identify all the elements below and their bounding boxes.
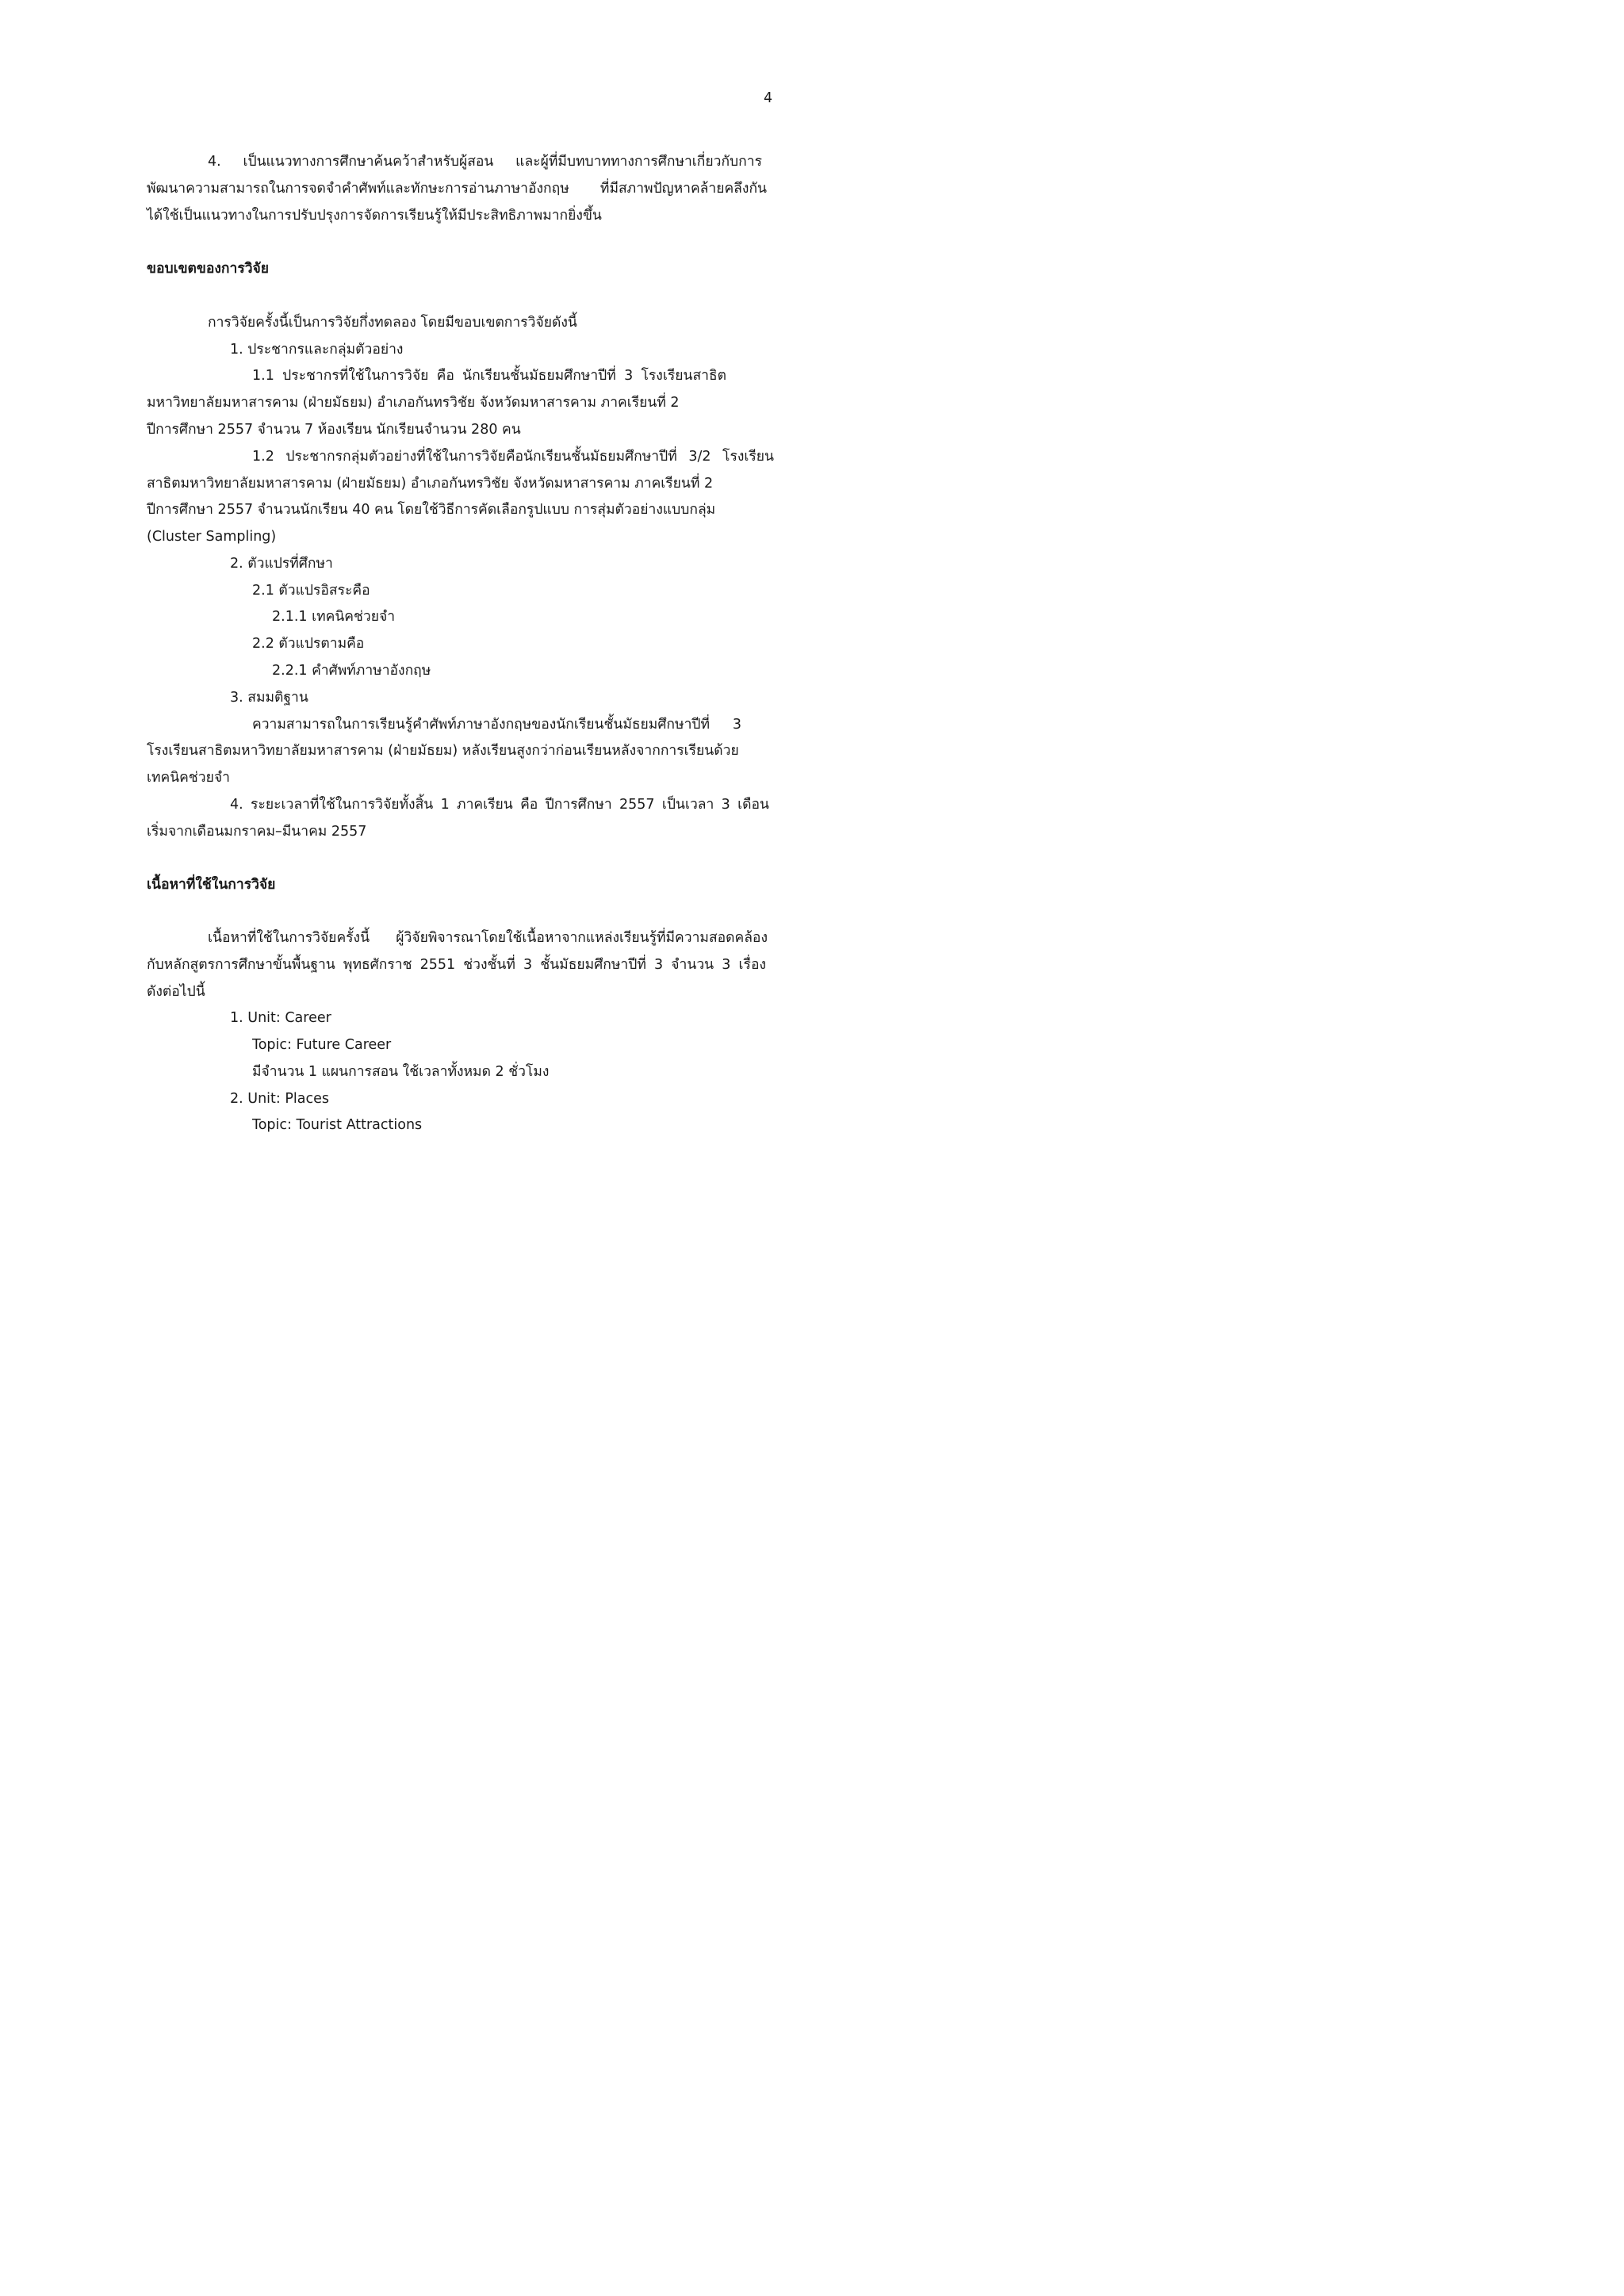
scope-heading: ขอบเขตของการวิจัย	[147, 261, 270, 277]
scope-item-1-1-line-2: มหาวิทยาลัยมหาสารคาม (ฝ่ายมัธยม) อำเภอกันทรวิชัย จังหวัดมหาสารคาม ภาคเรียนที่ 2	[147, 395, 680, 411]
scope-item-4-line-1: 4. ระยะเวลาที่ใช้ในการวิจัยทั้งสิ้น 1 ภาคเรียน คือ ปีการศึกษา 2557 เป็นเวลา 3 เดือน	[230, 797, 769, 813]
content-lead-line-3: ดังต่อไปนี้	[147, 984, 205, 1000]
scope-item-1-2-line-4: (Cluster Sampling)	[147, 529, 277, 545]
unit-2-topic: Topic: Tourist Attractions	[252, 1117, 423, 1133]
content-lead-line-2: กับหลักสูตรการศึกษาขั้นพื้นฐาน พุทธศักราช 2551 ช่วงชั้นที่ 3 ชั้นมัธยมศึกษาปีที่ 3 จำนวน 3 เรื่อง	[147, 957, 766, 973]
scope-item-1-2-line-1: 1.2 ประชากรกลุ่มตัวอย่างที่ใช้ในการวิจัยคือนักเรียนชั้นมัธยมศึกษาปีที่ 3/2 โรงเรียน	[252, 449, 774, 465]
unit-1-topic: Topic: Future Career	[252, 1037, 392, 1053]
scope-item-2: 2. ตัวแปรที่ศึกษา	[230, 556, 333, 572]
scope-item-3-line-3: เทคนิคช่วยจำ	[147, 770, 230, 786]
scope-item-1-2-line-3: ปีการศึกษา 2557 จำนวนนักเรียน 40 คน โดยใช้วิธีการคัดเลือกรูปแบบ การสุ่มตัวอย่างแบบกลุ่ม	[147, 502, 716, 518]
scope-item-4-line-2: เริ่มจากเดือนมกราคม–มีนาคม 2557	[147, 824, 367, 840]
scope-item-2-2-1: 2.2.1 คำศัพท์ภาษาอังกฤษ	[272, 663, 431, 679]
unit-2-title: 2. Unit: Places	[230, 1091, 329, 1107]
scope-item-2-2: 2.2 ตัวแปรตามคือ	[252, 636, 365, 652]
scope-item-1-1-line-3: ปีการศึกษา 2557 จำนวน 7 ห้องเรียน นักเรียนจำนวน 280 คน	[147, 422, 521, 438]
intro-line-3: ได้ใช้เป็นแนวทางในการปรับปรุงการจัดการเรียนรู้ให้มีประสิทธิภาพมากยิ่งขึ้น	[147, 208, 602, 224]
intro-line-2: พัฒนาความสามารถในการจดจำคำศัพท์และทักษะการอ่านภาษาอังกฤษ ที่มีสภาพปัญหาคล้ายคลึงกัน	[147, 181, 767, 197]
scope-item-1-2-line-2: สาธิตมหาวิทยาลัยมหาสารคาม (ฝ่ายมัธยม) อำเภอกันทรวิชัย จังหวัดมหาสารคาม ภาคเรียนที่ 2	[147, 476, 714, 492]
scope-item-2-1-1: 2.1.1 เทคนิคช่วยจำ	[272, 609, 396, 625]
scope-item-3: 3. สมมติฐาน	[230, 690, 308, 706]
scope-lead: การวิจัยครั้งนี้เป็นการวิจัยกึ่งทดลอง โดยมีขอบเขตการวิจัยดังนี้	[208, 315, 577, 331]
scope-item-2-1: 2.1 ตัวแปรอิสระคือ	[252, 583, 370, 599]
content-heading: เนื้อหาที่ใช้ในการวิจัย	[147, 877, 276, 893]
intro-line-1: 4. เป็นแนวทางการศึกษาค้นคว้าสำหรับผู้สอน และผู้ที่มีบทบาททางการศึกษาเกี่ยวกับการ	[208, 154, 762, 170]
unit-1-plan: มีจำนวน 1 แผนการสอน ใช้เวลาทั้งหมด 2 ชั่วโมง	[252, 1064, 550, 1080]
scope-item-1: 1. ประชากรและกลุ่มตัวอย่าง	[230, 342, 404, 358]
scope-item-1-1-line-1: 1.1 ประชากรที่ใช้ในการวิจัย คือ นักเรียนชั้นมัธยมศึกษาปีที่ 3 โรงเรียนสาธิต	[252, 368, 726, 384]
scope-item-3-line-2: โรงเรียนสาธิตมหาวิทยาลัยมหาสารคาม (ฝ่ายมัธยม) หลังเรียนสูงกว่าก่อนเรียนหลังจากการเรียนด้วย	[147, 743, 739, 759]
unit-1-title: 1. Unit: Career	[230, 1010, 331, 1026]
page-number: 4	[764, 90, 773, 106]
document-page	[0, 0, 871, 1231]
content-lead-line-1: เนื้อหาที่ใช้ในการวิจัยครั้งนี้ ผู้วิจัยพิจารณาโดยใช้เนื้อหาจากแหล่งเรียนรู้ที่มีความสอดคล้อง	[208, 930, 768, 946]
scope-item-3-line-1: ความสามารถในการเรียนรู้คำศัพท์ภาษาอังกฤษของนักเรียนชั้นมัธยมศึกษาปีที่ 3	[252, 717, 741, 733]
